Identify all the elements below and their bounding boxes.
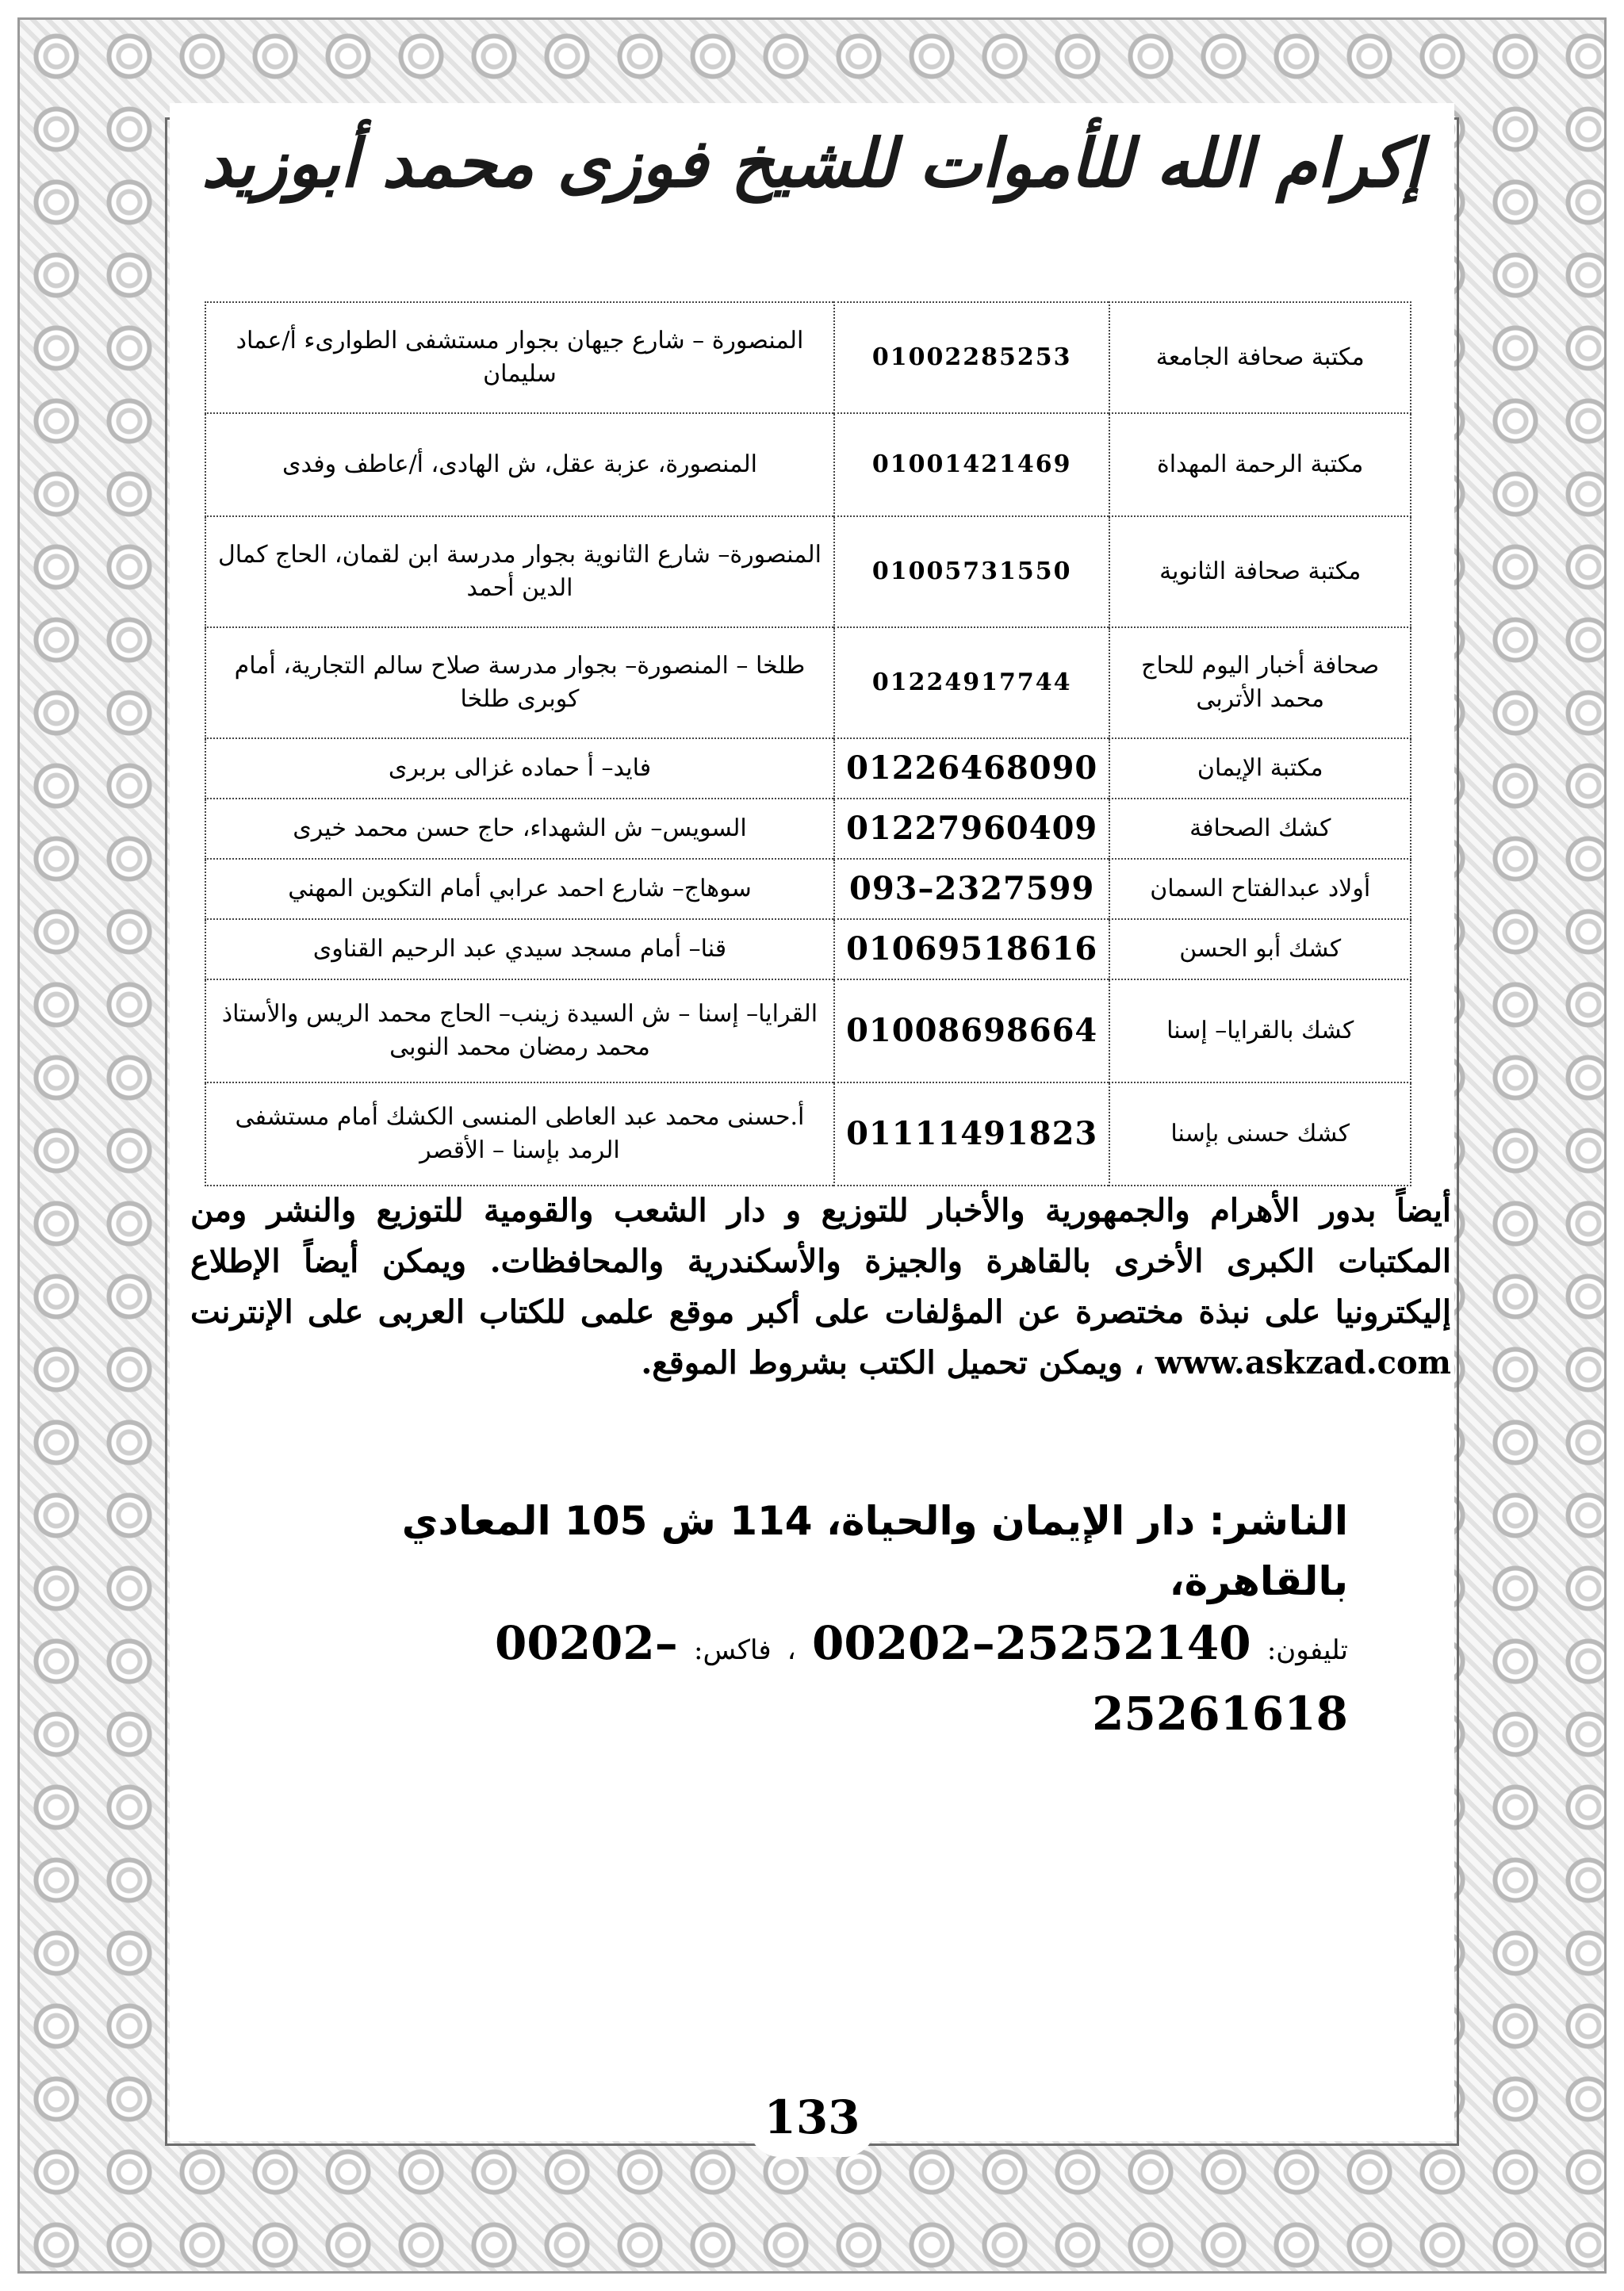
distributor-address: أ.حسنى محمد عبد العاطى المنسى الكشك أمام مستشفى الرمد بإسنا – الأقصر bbox=[205, 1082, 834, 1186]
distributors-table bbox=[205, 301, 1411, 1186]
page-number-badge bbox=[749, 2078, 875, 2157]
distributor-name: كشك بالقرايا– إسنا bbox=[1109, 979, 1411, 1082]
website-link[interactable]: www.askzad.com bbox=[1155, 1344, 1451, 1381]
table-row bbox=[205, 799, 1411, 859]
distributor-address: المنصورة، عزبة عقل، ش الهادى، أ/عاطف وفدى bbox=[205, 413, 834, 516]
distributor-phone: 01008698664 bbox=[834, 979, 1109, 1082]
distributor-address: المنصورة – شارع جيهان بجوار مستشفى الطوارىء أ/عماد سليمان bbox=[205, 302, 834, 413]
table-row bbox=[205, 738, 1411, 799]
fax-label: فاكس: bbox=[693, 1634, 772, 1666]
distributor-name: أولاد عبدالفتاح السمان bbox=[1109, 859, 1411, 919]
table-row bbox=[205, 979, 1411, 1082]
distributor-address: القرايا– إسنا – ش السيدة زينب– الحاج محمد الريس والأستاذ محمد رمضان محمد النوبى bbox=[205, 979, 834, 1082]
contact-separator: ، bbox=[787, 1634, 796, 1666]
distributor-address: فايد– أ حماده غزالى بربرى bbox=[205, 738, 834, 799]
table-row bbox=[205, 413, 1411, 516]
paragraph-text: أيضاً بدور الأهرام والجمهورية والأخبار للتوزيع و دار الشعب والقومية للتوزيع والنشر ومن المكتبات الكبرى الأخرى بالقاهرة والجيزة والأسكندرية والمحافظات. ويمكن أيضاً الإطلاع إليكترونيا على نبذة مختصرة عن المؤلفات على أكبر موقع علمى للكتاب العربى على الإنترنت bbox=[190, 1192, 1451, 1331]
distributor-name: مكتبة الرحمة المهداة bbox=[1109, 413, 1411, 516]
table-row bbox=[205, 919, 1411, 979]
distribution-paragraph bbox=[190, 1186, 1451, 1389]
table-row bbox=[205, 1082, 1411, 1186]
table-row bbox=[205, 627, 1411, 738]
distributor-phone: 01111491823 bbox=[834, 1082, 1109, 1186]
distributor-name: مكتبة الإيمان bbox=[1109, 738, 1411, 799]
distributor-name: كشك أبو الحسن bbox=[1109, 919, 1411, 979]
distributor-phone: 01069518616 bbox=[834, 919, 1109, 979]
publisher-contacts bbox=[254, 1611, 1348, 1745]
distributor-phone: 093–2327599 bbox=[834, 859, 1109, 919]
distributor-address: قنا– أمام مسجد سيدي عبد الرحيم القناوى bbox=[205, 919, 834, 979]
distributor-address: السويس– ش الشهداء، حاج حسن محمد خيرى bbox=[205, 799, 834, 859]
distributor-phone: 01224917744 bbox=[834, 627, 1109, 738]
distributor-name: مكتبة صحافة الجامعة bbox=[1109, 302, 1411, 413]
distributor-phone: 01001421469 bbox=[834, 413, 1109, 516]
distributors-table-body bbox=[205, 302, 1411, 1186]
page-title: إكرام الله للأموات للشيخ فوزى محمد أبوزيد bbox=[201, 123, 1423, 202]
publisher-address: الناشر: دار الإيمان والحياة، 114 ش 105 المعادي بالقاهرة، bbox=[401, 1498, 1348, 1604]
distributor-name: كشك حسنى بإسنا bbox=[1109, 1082, 1411, 1186]
distributor-name: مكتبة صحافة الثانوية bbox=[1109, 516, 1411, 627]
distributor-address: المنصورة– شارع الثانوية بجوار مدرسة ابن لقمان، الحاج كمال الدين أحمد bbox=[205, 516, 834, 627]
table-row bbox=[205, 859, 1411, 919]
publisher-fax: 00202–25261618 bbox=[494, 1616, 1348, 1741]
distributor-address: طلخا – المنصورة– بجوار مدرسة صلاح سالم التجارية، أمام كوبرى طلخا bbox=[205, 627, 834, 738]
distributor-phone: 01005731550 bbox=[834, 516, 1109, 627]
paragraph-text-end: ، ويمكن تحميل الكتب بشروط الموقع. bbox=[641, 1344, 1144, 1381]
distributor-phone: 01002285253 bbox=[834, 302, 1109, 413]
distributor-name: كشك الصحافة bbox=[1109, 799, 1411, 859]
distributor-phone: 01226468090 bbox=[834, 738, 1109, 799]
distributor-address: سوهاج– شارع احمد عرابي أمام التكوين المهني bbox=[205, 859, 834, 919]
title-band bbox=[170, 103, 1454, 222]
distributor-name: صحافة أخبار اليوم للحاج محمد الأتربى bbox=[1109, 627, 1411, 738]
table-row bbox=[205, 302, 1411, 413]
phone-label: تليفون: bbox=[1266, 1634, 1348, 1666]
table-row bbox=[205, 516, 1411, 627]
publisher-phone: 00202–25252140 bbox=[811, 1616, 1251, 1670]
publisher-info bbox=[254, 1491, 1348, 1745]
page-number: 133 bbox=[764, 2090, 860, 2144]
distributor-phone: 01227960409 bbox=[834, 799, 1109, 859]
